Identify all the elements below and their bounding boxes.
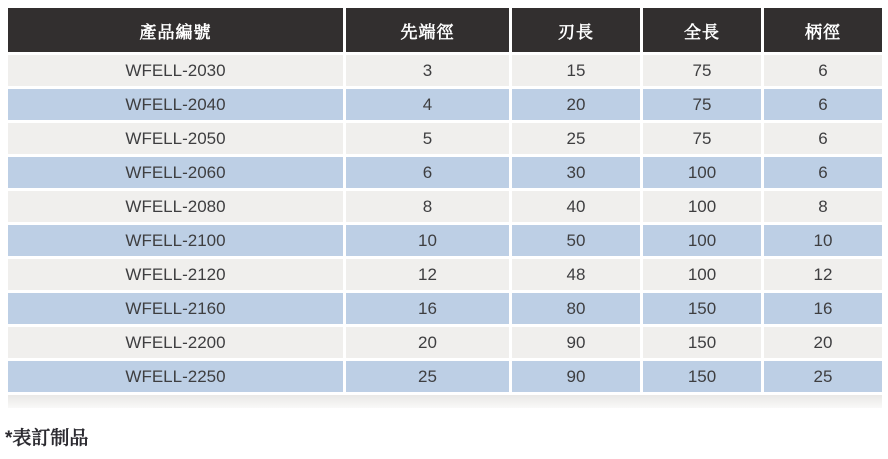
flute-length-cell: 80 bbox=[512, 293, 640, 324]
tip-diameter-cell: 8 bbox=[346, 191, 509, 222]
product-code-cell: WFELL-2200 bbox=[8, 327, 343, 358]
table-row bbox=[8, 361, 882, 392]
overall-length-cell: 75 bbox=[643, 55, 761, 86]
flute-length-cell: 20 bbox=[512, 89, 640, 120]
shank-diameter-cell: 25 bbox=[764, 361, 882, 392]
table-header-row bbox=[8, 8, 882, 52]
table-row bbox=[8, 89, 882, 120]
flute-length-cell: 90 bbox=[512, 361, 640, 392]
header-cell-tip-diameter: 先端徑 bbox=[346, 8, 509, 52]
overall-length-cell: 150 bbox=[643, 327, 761, 358]
table-row bbox=[8, 259, 882, 290]
flute-length-cell: 90 bbox=[512, 327, 640, 358]
overall-length-cell: 150 bbox=[643, 361, 761, 392]
product-code-cell: WFELL-2030 bbox=[8, 55, 343, 86]
shank-diameter-cell: 16 bbox=[764, 293, 882, 324]
tip-diameter-cell: 6 bbox=[346, 157, 509, 188]
flute-length-cell: 40 bbox=[512, 191, 640, 222]
tip-diameter-cell: 3 bbox=[346, 55, 509, 86]
shank-diameter-cell: 6 bbox=[764, 157, 882, 188]
overall-length-cell: 75 bbox=[643, 89, 761, 120]
header-cell-flute-length: 刃長 bbox=[512, 8, 640, 52]
flute-length-cell: 48 bbox=[512, 259, 640, 290]
product-code-cell: WFELL-2100 bbox=[8, 225, 343, 256]
flute-length-cell: 25 bbox=[512, 123, 640, 154]
overall-length-cell: 150 bbox=[643, 293, 761, 324]
shank-diameter-cell: 8 bbox=[764, 191, 882, 222]
tip-diameter-cell: 5 bbox=[346, 123, 509, 154]
shank-diameter-cell: 10 bbox=[764, 225, 882, 256]
tip-diameter-cell: 12 bbox=[346, 259, 509, 290]
overall-length-cell: 100 bbox=[643, 191, 761, 222]
tip-diameter-cell: 20 bbox=[346, 327, 509, 358]
header-cell-shank-diameter: 柄徑 bbox=[764, 8, 882, 52]
shank-diameter-cell: 6 bbox=[764, 55, 882, 86]
flute-length-cell: 30 bbox=[512, 157, 640, 188]
shank-diameter-cell: 20 bbox=[764, 327, 882, 358]
flute-length-cell: 50 bbox=[512, 225, 640, 256]
product-code-cell: WFELL-2160 bbox=[8, 293, 343, 324]
table-body bbox=[8, 55, 882, 392]
table-row bbox=[8, 157, 882, 188]
overall-length-cell: 100 bbox=[643, 225, 761, 256]
tip-diameter-cell: 10 bbox=[346, 225, 509, 256]
product-code-cell: WFELL-2120 bbox=[8, 259, 343, 290]
product-code-cell: WFELL-2050 bbox=[8, 123, 343, 154]
table-row bbox=[8, 293, 882, 324]
header-cell-overall-length: 全長 bbox=[643, 8, 761, 52]
shank-diameter-cell: 6 bbox=[764, 123, 882, 154]
overall-length-cell: 75 bbox=[643, 123, 761, 154]
shank-diameter-cell: 6 bbox=[764, 89, 882, 120]
flute-length-cell: 15 bbox=[512, 55, 640, 86]
table-row bbox=[8, 225, 882, 256]
tip-diameter-cell: 16 bbox=[346, 293, 509, 324]
table-row bbox=[8, 55, 882, 86]
product-code-cell: WFELL-2040 bbox=[8, 89, 343, 120]
product-code-cell: WFELL-2060 bbox=[8, 157, 343, 188]
table-row bbox=[8, 123, 882, 154]
tip-diameter-cell: 25 bbox=[346, 361, 509, 392]
table-bottom-strip bbox=[8, 395, 882, 408]
tip-diameter-cell: 4 bbox=[346, 89, 509, 120]
table-row bbox=[8, 327, 882, 358]
footnote: *表訂制品 bbox=[5, 428, 89, 449]
product-spec-table bbox=[8, 8, 882, 408]
header-cell-product-code: 產品編號 bbox=[8, 8, 343, 52]
overall-length-cell: 100 bbox=[643, 259, 761, 290]
product-code-cell: WFELL-2080 bbox=[8, 191, 343, 222]
table-row bbox=[8, 191, 882, 222]
shank-diameter-cell: 12 bbox=[764, 259, 882, 290]
overall-length-cell: 100 bbox=[643, 157, 761, 188]
product-code-cell: WFELL-2250 bbox=[8, 361, 343, 392]
